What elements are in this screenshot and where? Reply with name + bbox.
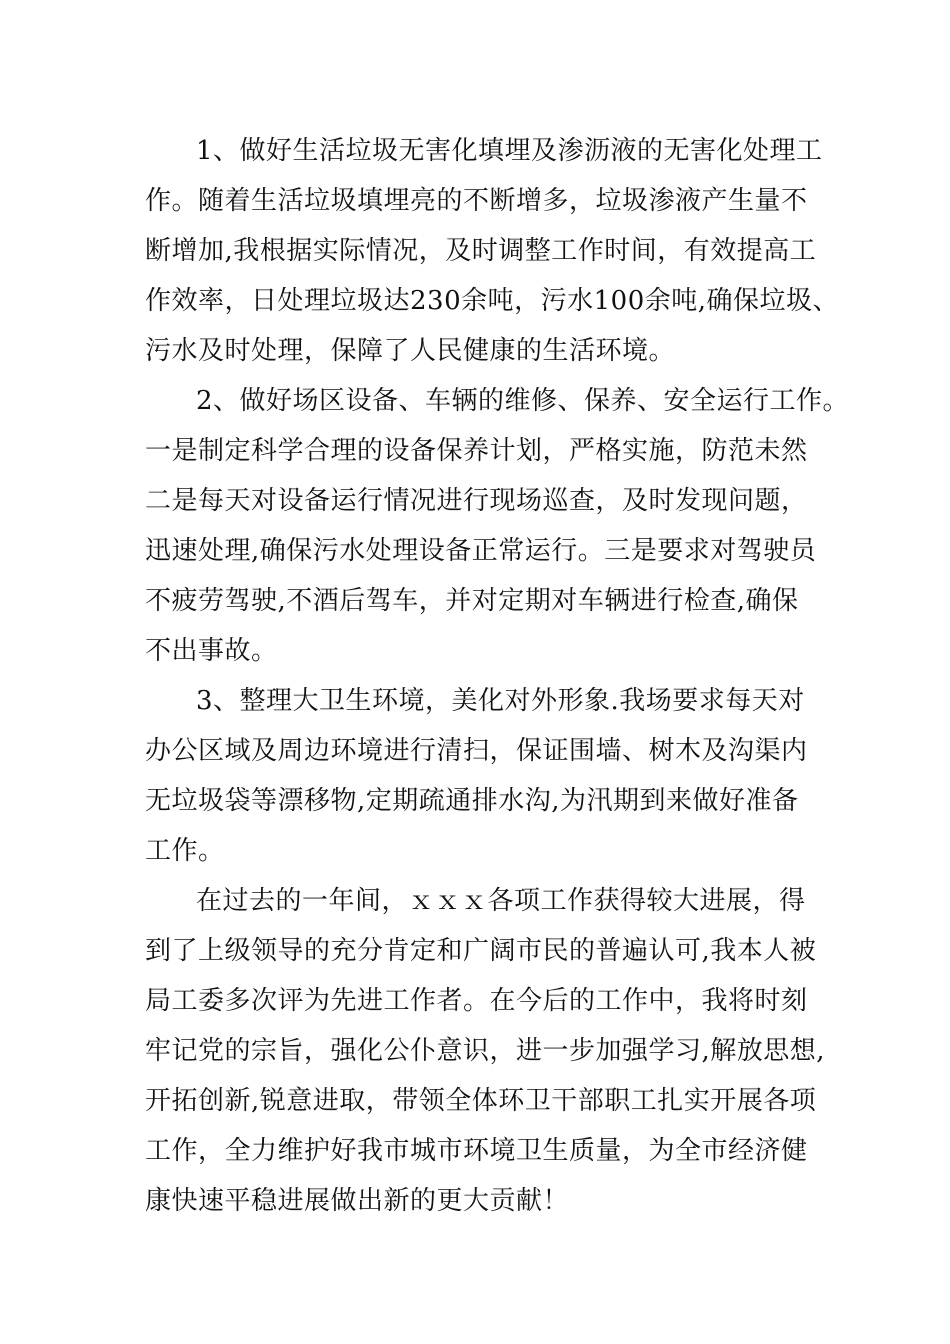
- paragraph-4-line-6: 工作，全力维护好我市城市环境卫生质量，为全市经济健: [145, 1136, 808, 1166]
- paragraph-4-line-4: 牢记党的宗旨，强化公仆意识，进一步加强学习,解放思想,: [145, 1036, 826, 1066]
- paragraph-2-line-4: 迅速处理,确保污水处理设备正常运行。三是要求对驾驶员: [145, 536, 817, 566]
- paragraph-2-line-2: 一是制定科学合理的设备保养计划，严格实施，防范未然: [145, 436, 808, 466]
- paragraph-2-line-6: 不出事故。: [145, 636, 278, 666]
- paragraph-4-line-1: 在过去的一年间，ｘｘｘ各项工作获得较大进展，得: [196, 886, 806, 916]
- paragraph-1-line-5: 污水及时处理，保障了人民健康的生活环境。: [145, 336, 676, 366]
- paragraph-3-line-4: 工作。: [145, 836, 225, 866]
- paragraph-4-line-7: 康快速平稳进展做出新的更大贡献！: [145, 1186, 570, 1216]
- paragraph-4-line-2: 到了上级领导的充分肯定和广阔市民的普遍认可,我本人被: [145, 936, 817, 966]
- paragraph-1-line-3: 断增加,我根据实际情况，及时调整工作时间，有效提高工: [145, 236, 817, 266]
- paragraph-2-line-3: 二是每天对设备运行情况进行现场巡查，及时发现问题，: [145, 486, 808, 516]
- paragraph-3-line-2: 办公区域及周边环境进行清扫，保证围墙、树木及沟渠内: [145, 736, 808, 766]
- paragraph-2-line-5: 不疲劳驾驶,不酒后驾车，并对定期对车辆进行检查,确保: [145, 586, 799, 616]
- paragraph-4-line-3: 局工委多次评为先进工作者。在今后的工作中，我将时刻: [145, 986, 808, 1016]
- paragraph-3-line-3: 无垃圾袋等漂移物,定期疏通排水沟,为汛期到来做好准备: [145, 786, 799, 816]
- paragraph-1-line-2: 作。随着生活垃圾填埋亮的不断增多，垃圾渗液产生量不: [145, 186, 808, 216]
- paragraph-1-line-4: 作效率，日处理垃圾达230余吨，污水100余吨,确保垃圾、: [145, 286, 840, 316]
- paragraph-3-line-1: 3、整理大卫生环境，美化对外形象.我场要求每天对: [196, 686, 805, 716]
- paragraph-4-line-5: 开拓创新,锐意进取，带领全体环卫干部职工扎实开展各项: [145, 1086, 817, 1116]
- paragraph-1-line-1: 1、做好生活垃圾无害化填埋及渗沥液的无害化处理工: [196, 136, 823, 166]
- paragraph-2-line-1: 2、做好场区设备、车辆的维修、保养、安全运行工作。: [196, 386, 850, 416]
